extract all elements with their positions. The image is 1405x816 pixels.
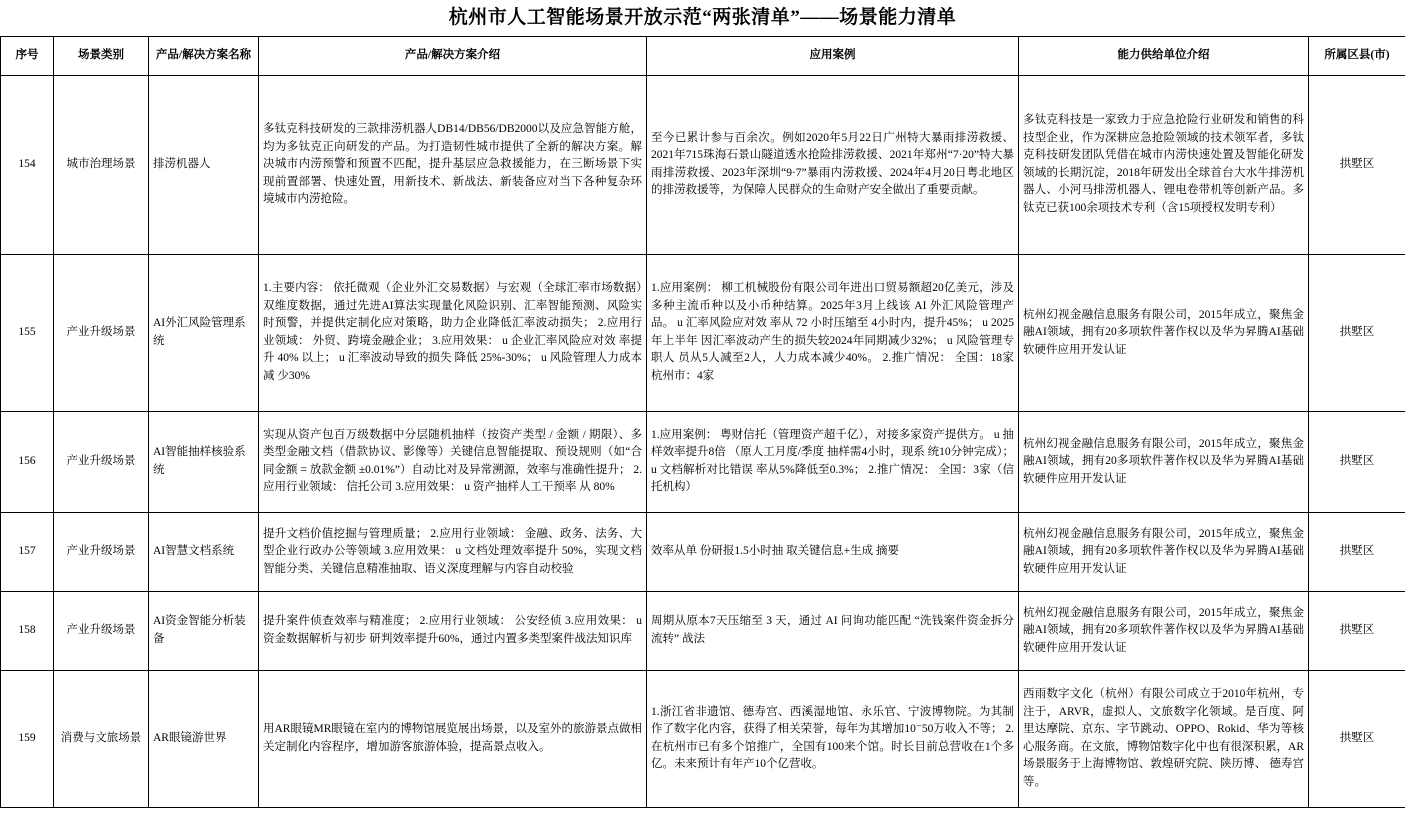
cell-product-name: AI外汇风险管理系统 (149, 254, 259, 411)
cell-product-intro: 提升文档价值挖掘与管理质量； 2.应用行业领域： 金融、政务、法务、大型企业行政办公等领域 3.应用效果： u 文档处理效率提升 50%，实现文档智能分类、关键信息精准抽取、语义深度理解与内容自动校验 (259, 512, 647, 591)
cell-supplier: 杭州幻视金融信息服务有限公司，2015年成立，聚焦金融AI领域，拥有20多项软件著作权以及华为昇腾AI基础软硬件应用开发认证 (1019, 512, 1309, 591)
cell-product-intro: 1.主要内容： 依托微观（企业外汇交易数据）与宏观（全球汇率市场数据）双维度数据，通过先进AI算法实现量化风险识别、汇率智能预测、风险实时预警，并提供定制化应对策略，助力企业降低汇率波动损失； 2.应用行业领域： 外贸、跨境金融企业； 3.应用效果： u 企业汇率风险应对效 率提升 40% 以上； u 汇率波动导致的损失 降低 25%-30%； u 风险管理人力成本减 少30% (259, 254, 647, 411)
column-header-seq: 序号 (1, 36, 54, 75)
cell-seq: 155 (1, 254, 54, 411)
cell-supplier: 杭州幻视金融信息服务有限公司，2015年成立，聚焦金融AI领域，拥有20多项软件著作权以及华为昇腾AI基础软硬件应用开发认证 (1019, 411, 1309, 512)
cell-supplier: 杭州幻视金融信息服务有限公司，2015年成立，聚焦金融AI领域，拥有20多项软件著作权以及华为昇腾AI基础软硬件应用开发认证 (1019, 254, 1309, 411)
cell-use-case: 1.浙江省非遗馆、德寿宫、西溪湿地馆、永乐官、宁波博物院。为其制作了数字化内容，获得了相关荣誉，每年为其增加10⁻50万收入不等； 2.在杭州市已有多个馆推广，全国有100来个馆。时长目前总营收在1个多亿。未来预计有年产10个亿营收。 (647, 670, 1019, 807)
column-header-product-name: 产品/解决方案名称 (149, 36, 259, 75)
cell-product-name: AI智能抽样核验系统 (149, 411, 259, 512)
cell-seq: 158 (1, 591, 54, 670)
cell-use-case: 1.应用案例： 柳工机械股份有限公司年进出口贸易额超20亿美元，涉及多种主流币种以及小币种结算。2025年3月上线该 AI 外汇风险管理产品。 u 汇率风险应对效 率从 72 小时压缩至 4小时内，提升45%； u 2025年上半年 因汇率波动产生的损失较2024年同期减少32%； u 风险管理专职人 员从5人减至2人，人力成本减少40%。 2.推广情况： 全国：18家 杭州市：4家 (647, 254, 1019, 411)
column-header-category: 场景类别 (54, 36, 149, 75)
cell-district: 拱墅区 (1309, 670, 1405, 807)
cell-district: 拱墅区 (1309, 411, 1405, 512)
table-body (1, 75, 1405, 807)
column-header-supplier: 能力供给单位介绍 (1019, 36, 1309, 75)
cell-product-name: AR眼镜游世界 (149, 670, 259, 807)
cell-district: 拱墅区 (1309, 75, 1405, 254)
cell-seq: 157 (1, 512, 54, 591)
cell-product-intro: 多钛克科技研发的三款排涝机器人DB14/DB56/DB2000以及应急智能方舱，均为多钛克正向研发的产品。为打造韧性城市提供了全新的解决方案。解决城市内涝预警和预置不匹配，提升基层应急救援能力，在三断场景下实现前置部署、快速处置，用新技术、新战法、新装备应对当下各种复杂环境城市内涝抢险。 (259, 75, 647, 254)
cell-seq: 154 (1, 75, 54, 254)
cell-supplier: 多钛克科技是一家致力于应急抢险行业研发和销售的科技型企业，作为深耕应急抢险领域的技术领军者，多钛克科技研发团队凭借在城市内涝快速处置及智能化研发领域的长期沉淀，2018年研发出全球首台大水牛排涝机器人、小河马排涝机器人、锂电卷带机等创新产品。多钛克已获100余项技术专利（含15项授权发明专利） (1019, 75, 1309, 254)
cell-product-name: AI智慧文档系统 (149, 512, 259, 591)
table-row (1, 670, 1405, 807)
column-header-product-intro: 产品/解决方案介绍 (259, 36, 647, 75)
cell-use-case: 至今已累计参与百余次。例如2020年5月22日广州特大暴雨排涝救援、2021年715珠海石景山隧道透水抢险排涝救援、2021年郑州“7·20”特大暴雨排涝救援、2023年深圳“9·7”暴雨内涝救援、2024年4月20日粤北地区的排涝救援等，为保障人民群众的生命财产安全做出了重要贡献。 (647, 75, 1019, 254)
table-row (1, 512, 1405, 591)
cell-supplier: 杭州幻视金融信息服务有限公司，2015年成立，聚焦金融AI领域，拥有20多项软件著作权以及华为昇腾AI基础软硬件应用开发认证 (1019, 591, 1309, 670)
cell-product-name: AI资金智能分析装备 (149, 591, 259, 670)
column-header-use-case: 应用案例 (647, 36, 1019, 75)
column-header-district: 所属区县(市) (1309, 36, 1405, 75)
page-title: 杭州市人工智能场景开放示范“两张清单”——场景能力清单 (448, 7, 957, 28)
cell-category: 城市治理场景 (54, 75, 149, 254)
cell-supplier: 西雨数字文化（杭州）有限公司成立于2010年杭州，专注于，ARVR，虚拟人、文旅数字化领域。是百度、阿里达摩院、京东、字节跳动、OPPO、Rokid、华为等核心服务商。在文旅，博物馆数字化中也有很深积累，AR场景服务于上海博物馆、敦煌研究院、陕历博、 德寿宫等。 (1019, 670, 1309, 807)
cell-use-case: 周期从原本7天压缩至 3 天，通过 AI 问询功能匹配 “洗钱案件资金拆分流转” 战法 (647, 591, 1019, 670)
cell-district: 拱墅区 (1309, 254, 1405, 411)
cell-product-name: 排涝机器人 (149, 75, 259, 254)
table-header (1, 36, 1405, 75)
cell-category: 产业升级场景 (54, 411, 149, 512)
cell-seq: 156 (1, 411, 54, 512)
scene-capability-table (0, 36, 1405, 808)
cell-product-intro: 用AR眼镜MR眼镜在室内的博物馆展览展出场景，以及室外的旅游景点做相关定制化内容程序，增加游客旅游体验，提高景点收入。 (259, 670, 647, 807)
cell-category: 产业升级场景 (54, 591, 149, 670)
cell-product-intro: 实现从资产包百万级数据中分层随机抽样（按资产类型 / 金额 / 期限）、多类型金融文档（借款协议、影像等）关键信息智能提取、预设规则（如“合同金额 = 放款金额 ±0.01%”）自动比对及异常溯源，效率与准确性提升； 2.应用行业领域： 信托公司 3.应用效果： u 资产抽样人工干预率 从 80% (259, 411, 647, 512)
cell-district: 拱墅区 (1309, 512, 1405, 591)
cell-category: 消费与文旅场景 (54, 670, 149, 807)
cell-category: 产业升级场景 (54, 512, 149, 591)
table-row (1, 254, 1405, 411)
cell-district: 拱墅区 (1309, 591, 1405, 670)
cell-category: 产业升级场景 (54, 254, 149, 411)
cell-product-intro: 提升案件侦查效率与精准度； 2.应用行业领域： 公安经侦 3.应用效果： u 资金数据解析与初步 研判效率提升60%，通过内置多类型案件战法知识库 (259, 591, 647, 670)
table-row (1, 591, 1405, 670)
cell-use-case: 1.应用案例： 粤财信托（管理资产超千亿），对接多家资产提供方。 u 抽样效率提升8倍 （原人工月度/季度 抽样需4小时，现系 统10分钟完成）； u 文档解析对比错误 率从5%降低至0.3%； 2.推广情况： 全国：3家（信托机构） (647, 411, 1019, 512)
table-header-row (1, 36, 1405, 75)
table-row (1, 75, 1405, 254)
table-row (1, 411, 1405, 512)
cell-seq: 159 (1, 670, 54, 807)
cell-use-case: 效率从单 份研报1.5小时抽 取关键信息+生成 摘要 (647, 512, 1019, 591)
